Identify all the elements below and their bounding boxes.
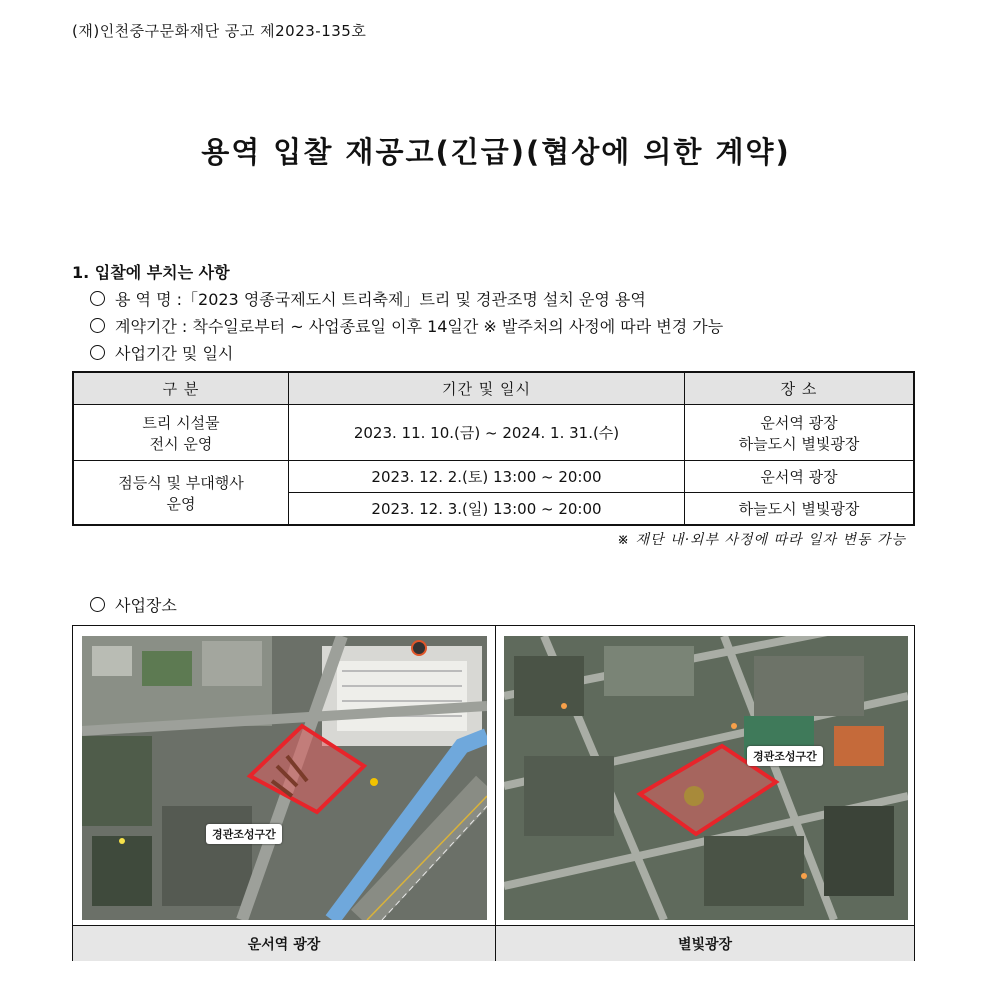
table-cell: 점등식 및 부대행사 운영 bbox=[73, 461, 289, 526]
site-photos-panel bbox=[72, 625, 915, 961]
site-heading: 사업장소 bbox=[90, 593, 177, 616]
list-item: 용 역 명 :「2023 영종국제도시 트리축제」트리 및 경관조명 설치 운영 용역 bbox=[90, 287, 646, 310]
circle-bullet-icon bbox=[90, 318, 105, 333]
table-cell: 트리 시설물 전시 운영 bbox=[73, 405, 289, 461]
table-cell: 2023. 12. 3.(일) 13:00 ~ 20:00 bbox=[289, 493, 685, 526]
map-caption: 별빛광장 bbox=[496, 925, 914, 961]
circle-bullet-icon bbox=[90, 291, 105, 306]
list-item: 계약기간 : 착수일로부터 ~ 사업종료일 이후 14일간 ※ 발주처의 사정에 따라 변경 가능 bbox=[90, 314, 723, 337]
notice-number: (재)인천중구문화재단 공고 제2023-135호 bbox=[72, 22, 367, 40]
satellite-map-unseo bbox=[82, 636, 487, 920]
table-cell: 2023. 11. 10.(금) ~ 2024. 1. 31.(수) bbox=[289, 405, 685, 461]
table-header: 기간 및 일시 bbox=[289, 372, 685, 405]
table-note: ※ 재단 내·외부 사정에 따라 일자 변동 가능 bbox=[617, 532, 906, 548]
table-cell: 2023. 12. 2.(토) 13:00 ~ 20:00 bbox=[289, 461, 685, 493]
satellite-map-byeolbit bbox=[504, 636, 908, 920]
page-title: 용역 입찰 재공고(긴급)(협상에 의한 계약) bbox=[201, 135, 791, 169]
map-area-label: 경관조성구간 bbox=[747, 746, 823, 766]
table-cell: 운서역 광장 하늘도시 별빛광장 bbox=[685, 405, 915, 461]
map-caption: 운서역 광장 bbox=[73, 925, 495, 961]
list-item: 사업기간 및 일시 bbox=[90, 341, 233, 364]
table-header: 장 소 bbox=[685, 372, 915, 405]
schedule-table bbox=[72, 371, 915, 526]
table-cell: 운서역 광장 bbox=[685, 461, 915, 493]
circle-bullet-icon bbox=[90, 597, 105, 612]
table-cell: 하늘도시 별빛광장 bbox=[685, 493, 915, 526]
table-header: 구 분 bbox=[73, 372, 289, 405]
table-row bbox=[73, 461, 914, 493]
circle-bullet-icon bbox=[90, 345, 105, 360]
section-heading: 1. 입찰에 부치는 사항 bbox=[72, 263, 230, 282]
table-row bbox=[73, 405, 914, 461]
map-area-label: 경관조성구간 bbox=[206, 824, 282, 844]
